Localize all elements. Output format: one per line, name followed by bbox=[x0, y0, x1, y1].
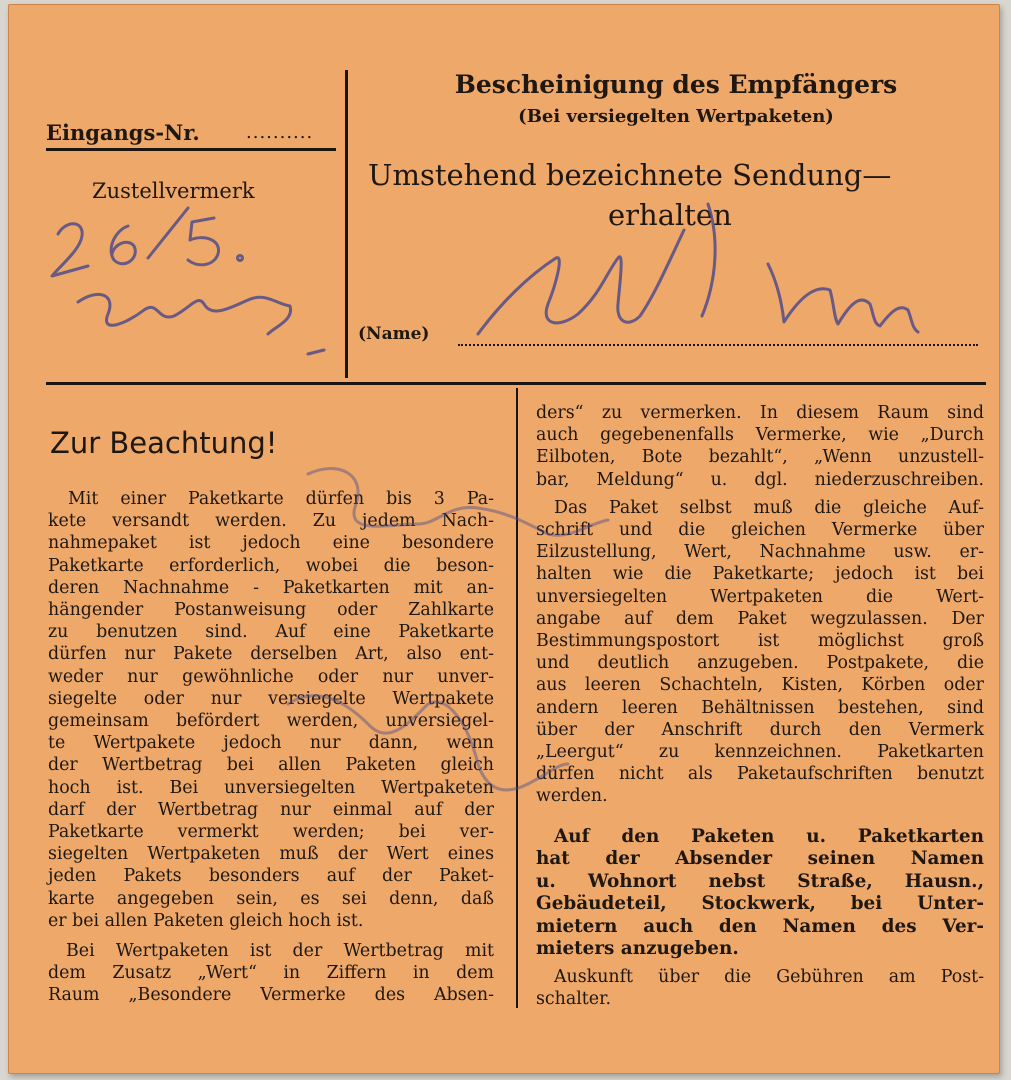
eingang-underline bbox=[46, 148, 336, 151]
receipt-line-2: erhalten bbox=[608, 198, 732, 232]
text-line: aus leeren Schachteln, Kisten, Körben oder bbox=[536, 675, 984, 696]
top-divider-vertical bbox=[345, 70, 348, 378]
parcel-card bbox=[8, 4, 1000, 1074]
zustellvermerk-label: Zustellvermerk bbox=[92, 179, 255, 203]
text-line: nahmepaket ist jedoch eine besondere bbox=[48, 533, 494, 554]
section-divider bbox=[46, 382, 986, 385]
text-line: andern leeren Behältnissen bestehen, sind bbox=[536, 697, 984, 718]
text-line: siegelten Wertpaketen muß der Wert eines bbox=[48, 844, 494, 865]
text-line: jeden Pakets besonders auf der Paket- bbox=[48, 866, 494, 887]
text-line: der Wertbetrag bei allen Paketen gleich bbox=[48, 755, 494, 776]
text-line: Mit einer Paketkarte dürfen bis 3 Pa- bbox=[68, 489, 494, 509]
text-line: Eilboten, Bote bezahlt“, „Wenn unzustell- bbox=[536, 447, 984, 468]
text-line: angabe auf dem Paket wegzulassen. Der bbox=[536, 608, 984, 629]
text-line: hängender Postanweisung oder Zahlkarte bbox=[48, 600, 494, 621]
handwritten-initials bbox=[78, 294, 324, 354]
text-line: dem Zusatz „Wert“ in Ziffern in dem bbox=[48, 963, 494, 984]
notes-left-column bbox=[48, 488, 494, 1007]
text-line: Raum „Besondere Vermerke des Absen- bbox=[48, 985, 494, 1006]
text-line: mietern auch den Namen des Ver- bbox=[536, 915, 984, 937]
text-line: und deutlich anzugeben. Postpakete, die bbox=[536, 653, 984, 674]
name-label: (Name) bbox=[358, 324, 430, 344]
text-line: hat der Absender seinen Namen bbox=[536, 848, 984, 870]
text-line: deren Nachnahme - Paketkarten mit an- bbox=[48, 577, 494, 598]
text-line: „Leergut“ zu kennzeichnen. Paketkarten bbox=[536, 742, 984, 763]
column-divider bbox=[516, 388, 518, 1008]
text-line: Auf den Paketen u. Paketkarten bbox=[554, 826, 984, 847]
notes-heading: Zur Beachtung! bbox=[50, 426, 278, 460]
text-line: mieters anzugeben. bbox=[536, 938, 739, 960]
receipt-line-1: Umstehend bezeichnete Sendung— bbox=[368, 158, 892, 192]
text-line: halten wie die Paketkarte; jedoch ist bei bbox=[536, 564, 984, 585]
text-line: karte angegeben sein, es sei denn, daß bbox=[48, 888, 494, 909]
text-line: Eilzustellung, Wert, Nachnahme usw. er- bbox=[536, 542, 984, 563]
eingangs-label: Eingangs-Nr. bbox=[46, 120, 200, 145]
text-line: schrift und die gleichen Vermerke über bbox=[536, 520, 984, 541]
eingangs-dots: .......... bbox=[246, 122, 314, 143]
text-line: darf der Wertbetrag nur einmal auf der bbox=[48, 799, 494, 820]
text-line: auch gegebenenfalls Vermerke, wie „Durch bbox=[536, 425, 984, 446]
text-line: kete versandt werden. Zu jedem Nach- bbox=[48, 511, 494, 532]
text-line: unversiegelten Wertpaketen die Wert- bbox=[536, 586, 984, 607]
text-line: Bestimmungspostort ist möglichst groß bbox=[536, 631, 984, 652]
notes-right-column bbox=[536, 402, 984, 808]
text-line: dürfen nicht als Paketaufschriften benutzt bbox=[536, 764, 984, 785]
text-line: Gebäudeteil, Stockwerk, bei Unter- bbox=[536, 893, 984, 915]
text-line: weder nur gewöhnliche oder nur unver- bbox=[48, 666, 494, 687]
fee-notice bbox=[536, 966, 984, 1010]
text-line: er bei allen Paketen gleich hoch ist. bbox=[48, 910, 364, 931]
sender-notice bbox=[536, 826, 984, 960]
text-line: Das Paket selbst muß die gleiche Auf- bbox=[554, 497, 984, 518]
text-line: dürfen nur Pakete derselben Art, also ent- bbox=[48, 644, 494, 665]
text-line: hoch ist. Bei unversiegelten Wertpaketen bbox=[48, 777, 494, 798]
receipt-title: Bescheinigung des Empfängers bbox=[454, 70, 898, 99]
handwritten-date bbox=[52, 208, 243, 276]
text-line: gemeinsam befördert werden, unversiegel- bbox=[48, 711, 494, 732]
text-line: zu benutzen sind. Auf eine Paketkarte bbox=[48, 622, 494, 643]
name-dotted-line bbox=[458, 324, 978, 346]
text-line: te Wertpakete jedoch nur dann, wenn bbox=[48, 733, 494, 754]
text-line: schalter. bbox=[536, 989, 612, 1010]
receipt-subtitle: (Bei versiegelten Wertpaketen) bbox=[518, 106, 834, 127]
text-line: über der Anschrift durch den Vermerk bbox=[536, 719, 984, 740]
text-line: siegelte oder nur versiegelte Wertpakete bbox=[48, 688, 494, 709]
text-line: Paketkarte erforderlich, wobei die beson- bbox=[48, 555, 494, 576]
text-line: Auskunft über die Gebühren am Post- bbox=[554, 967, 984, 987]
text-line: ders“ zu vermerken. In diesem Raum sind bbox=[536, 403, 984, 423]
text-line: bar, Meldung“ u. dgl. niederzuschreiben. bbox=[536, 469, 984, 490]
text-line: u. Wohnort nebst Straße, Hausn., bbox=[536, 870, 984, 892]
text-line: Bei Wertpaketen ist der Wertbetrag mit bbox=[66, 941, 494, 962]
text-line: werden. bbox=[536, 786, 608, 807]
text-line: Paketkarte vermerkt werden; bei ver- bbox=[48, 822, 494, 843]
